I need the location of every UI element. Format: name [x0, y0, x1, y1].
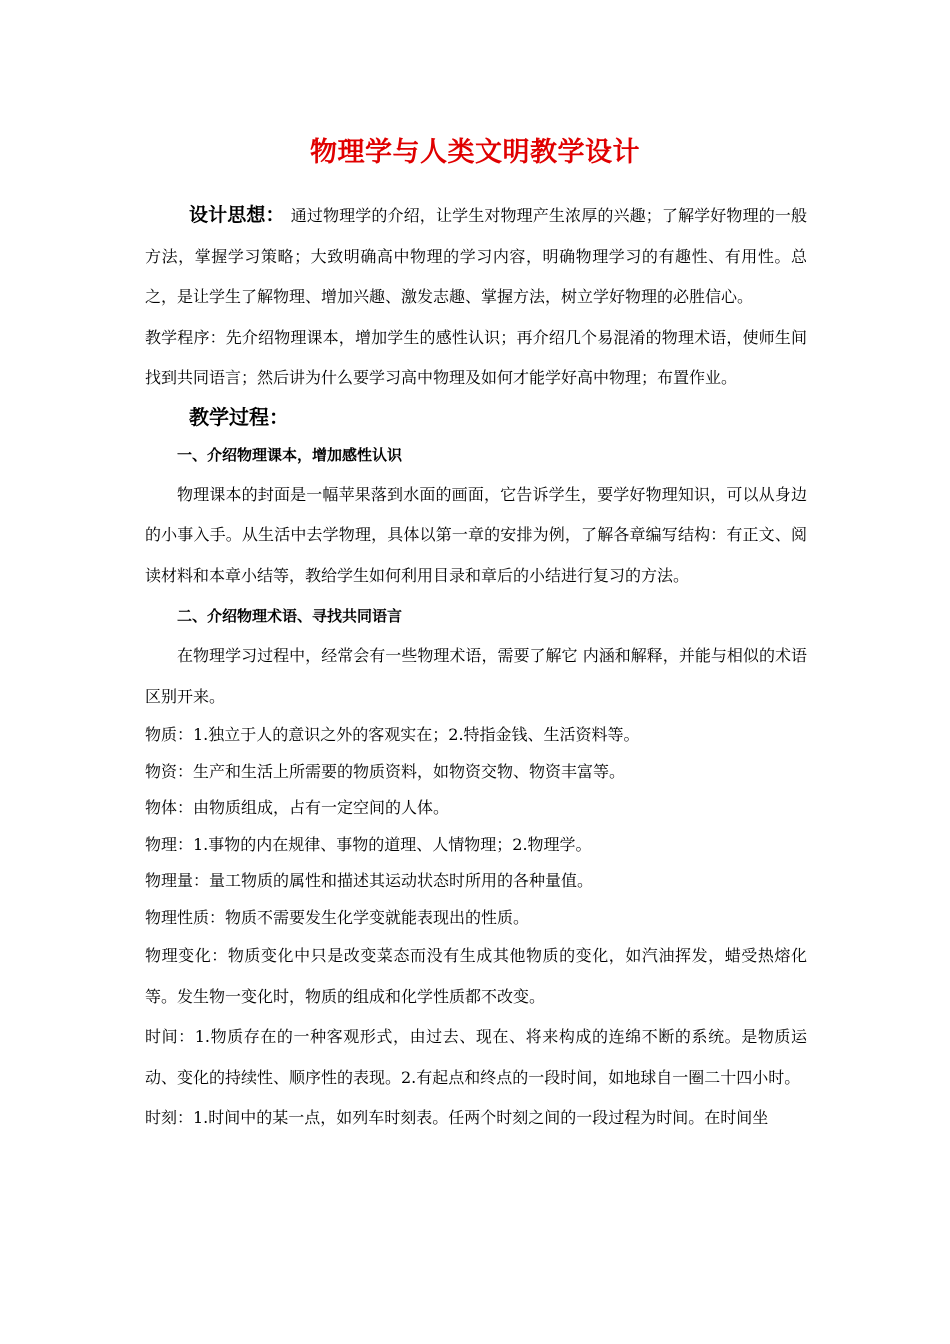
section1-text: 物理课本的封面是一幅苹果落到水面的画面，它告诉学生，要学好物理知识，可以从身边的小事入手。从生活中去学物理，具体以第一章的安排为例，了解各章编写结构：有正文、阅读材料和本章小结等，教给学生如何利用目录和章后的小结进行复习的方法。 — [145, 484, 807, 585]
procedure-paragraph: 教学程序：先介绍物理课本，增加学生的感性认识；再介绍几个易混淆的物理术语，使师生间找到共同语言；然后讲为什么要学习高中物理及如何才能学好高中物理；布置作业。 — [145, 327, 807, 387]
document-title: 物理学与人类文明教学设计 — [310, 137, 640, 168]
term-item: 物理量：量工物质的属性和描述其运动状态时所用的各种量值。 — [145, 871, 594, 890]
section2-text: 在物理学习过程中，经常会有一些物理术语，需要了解它 内涵和解释，并能与相似的术语区别开来。 — [145, 646, 807, 706]
design-idea-label: 设计思想： — [189, 204, 285, 226]
term-item: 物资：生产和生活上所需要的物质资料，如物资交物、物资丰富等。 — [145, 761, 626, 781]
document-body — [145, 195, 807, 1139]
term-item: 物质：1.独立于人的意识之外的客观实在；2.特指金钱、生活资料等。 — [145, 725, 640, 744]
term-item: 物理变化：物质变化中只是改变菜态而没有生成其他物质的变化，如汽油挥发，蜡受热熔化等。发生物一变化时，物质的组成和化学性质都不改变。 — [145, 946, 807, 1006]
term-item: 时刻：1.时间中的某一点，如列车时刻表。任两个时刻之间的一段过程为时间。在时间坐 — [145, 1108, 769, 1127]
design-idea-text: 通过物理学的介绍，让学生对物理产生浓厚的兴趣；了解学好物理的一般方法，掌握学习策略；大致明确高中物理的学习内容，明确物理学习的有趣性、有用性。总之，是让学生了解物理、增加兴趣、激发志趣、掌握方法，树立学好物理的必胜信心。 — [145, 206, 807, 306]
term-item: 物理：1.事物的内在规律、事物的道理、人情物理；2.物理学。 — [145, 834, 592, 854]
section1-heading: 一、介绍物理课本，增加感性认识 — [177, 445, 403, 464]
term-item: 物理性质：物质不需要发生化学变就能表现出的性质。 — [145, 907, 530, 927]
process-heading: 教学过程： — [189, 404, 289, 429]
section2-heading: 二、介绍物理术语、寻找共同语言 — [177, 607, 403, 625]
term-item: 时间：1.物质存在的一种客观形式，由过去、现在、将来构成的连绵不断的系统。是物质运动、变化的持续性、顺序性的表现。2.有起点和终点的一段时间，如地球自一圈二十四小时。 — [145, 1027, 807, 1087]
design-idea-paragraph — [145, 195, 807, 318]
term-item: 物体：由物质组成，占有一定空间的人体。 — [145, 798, 450, 817]
